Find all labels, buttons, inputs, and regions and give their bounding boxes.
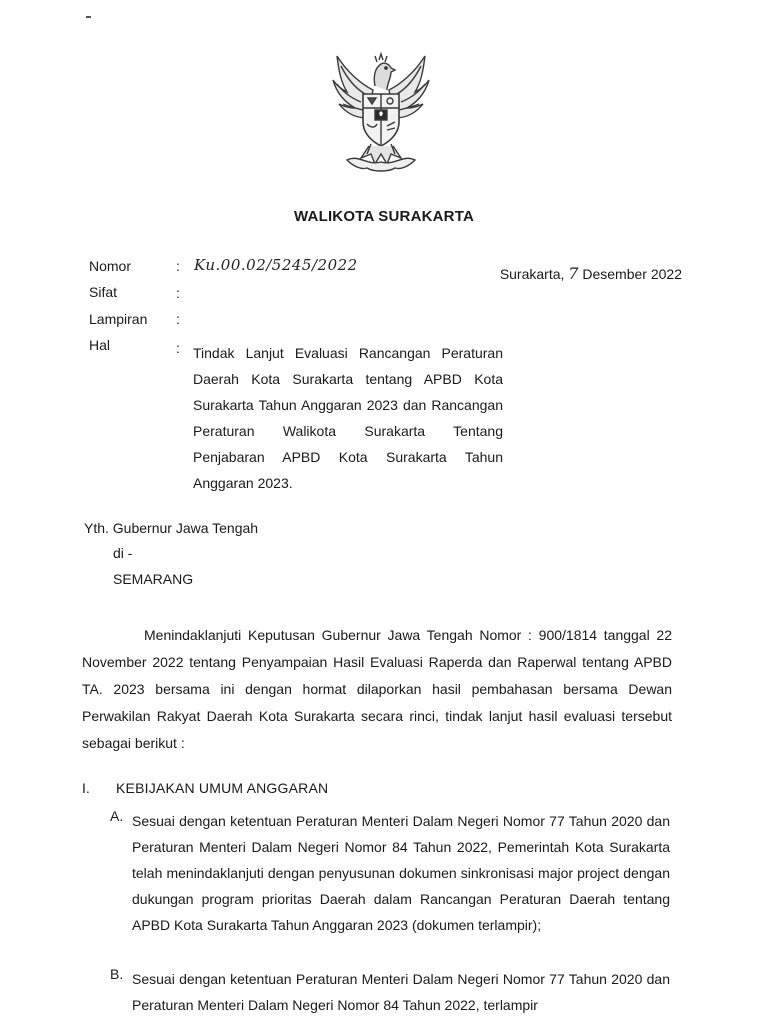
nomor-colon: : [176, 258, 180, 274]
opening-text: Menindaklanjuti Keputusan Gubernur Jawa Tengah Nomor : 900/1814 tanggal 22 November 2022 tentang Penyampaian Hasil Evaluasi Raperda dan Raperwal tentang APBD TA. 2023 bersama ini dengan hormat dilaporkan hasil pembahasan bersama Dewan Perwakilan Rakyat Daerah Kota Surakarta secara rinci, tindak lanjut hasil evaluasi tersebut sebagai berikut : [82, 627, 672, 751]
date-month-year: Desember 2022 [582, 266, 682, 282]
hal-label: Hal [89, 337, 111, 353]
lampiran-label: Lampiran [89, 311, 148, 327]
hal-subject: Tindak Lanjut Evaluasi Rancangan Peraturan Daerah Kota Surakarta tentang APBD Kota Surakarta Tahun Anggaran 2023 dan Rancangan Peraturan Walikota Surakarta Tentang Penjabaran APBD Kota Surakarta Tahun Anggaran 2023. [193, 345, 503, 491]
letter-heading: WALIKOTA SURAKARTA [294, 208, 474, 225]
date-day: 7 [568, 264, 579, 283]
lampiran-colon: : [176, 311, 180, 327]
sifat-label: Sifat [89, 284, 118, 300]
recipient-city: SEMARANG [113, 571, 194, 587]
item-b-letter: B. [110, 966, 124, 982]
sifat-colon: : [176, 285, 180, 301]
item-b-text: Sesuai dengan ketentuan Peraturan Menteri Dalam Negeri Nomor 77 Tahun 2020 dan Peraturan Menteri Dalam Negeri Nomor 84 Tahun 2022, terlampir [132, 971, 670, 1013]
recipient-di: di - [113, 545, 133, 561]
letter-date [500, 264, 682, 283]
section-number: I. [82, 780, 90, 796]
item-a-text: Sesuai dengan ketentuan Peraturan Menteri Dalam Negeri Nomor 77 Tahun 2020 dan Peraturan Menteri Dalam Negeri Nomor 84 Tahun 2022, Pemerintah Kota Surakarta telah menindaklanjuti dengan penyusunan dokumen sinkronisasi major project dengan dukungan program prioritas Daerah dalam Rancangan Peraturan Daerah tentang APBD Kota Surakarta Tahun Anggaran 2023 (dokumen terlampir); [132, 813, 670, 933]
garuda-emblem-icon [325, 50, 437, 172]
hal-colon: : [176, 340, 180, 356]
section-title: KEBIJAKAN UMUM ANGGARAN [116, 780, 329, 796]
stray-mark [86, 16, 91, 18]
item-a-letter: A. [110, 808, 124, 824]
nomor-label: Nomor [89, 258, 132, 274]
date-place: Surakarta, [499, 266, 565, 282]
nomor-value: Ku.00.02/5245/2022 [194, 256, 358, 274]
recipient-line: Yth. Gubernur Jawa Tengah [84, 520, 259, 536]
opening-paragraph [82, 622, 672, 757]
